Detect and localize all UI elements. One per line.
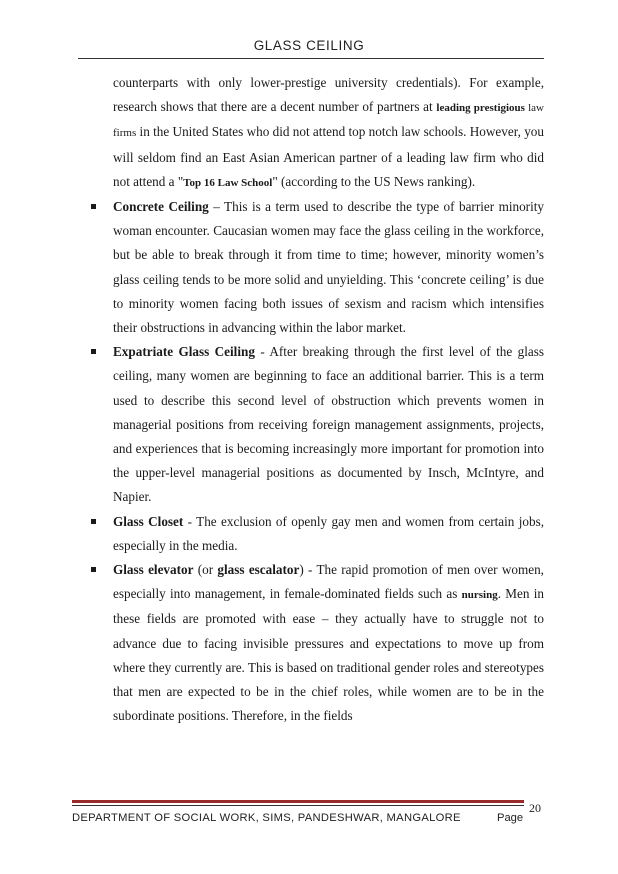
term-label: glass escalator (217, 562, 300, 578)
footer-page-label: Page (497, 812, 524, 824)
footer-page-number: 20 (529, 801, 541, 815)
bullet-icon (91, 519, 96, 524)
page-header-title: GLASS CEILING (253, 38, 365, 53)
list-item: Glass elevator (or glass escalator) - The rapid promotion of men over women, especially into management, in female-dominated fields such as nursing. Men in these fields are promoted with ease – they actually have to struggle not to advance due to facing invisible pressures and expectations to move up from where they currently are. This is based on traditional gender roles and stereotypes that men are expected to be in the chief roles, while women are to be in the subordinate positions. Therefore, in the fields (113, 558, 544, 728)
header-divider (78, 58, 544, 59)
footer-divider (72, 805, 524, 806)
term-label: Concrete Ceiling (113, 199, 209, 215)
inline-small: law firms (113, 102, 544, 140)
bullet-icon (91, 567, 96, 572)
footer-department: DEPARTMENT OF SOCIAL WORK, SIMS, PANDESHWAR, MANGALORE (72, 812, 461, 824)
footer-accent-rule (72, 800, 524, 803)
term-label: Glass elevator (113, 562, 194, 578)
document-body (113, 71, 544, 728)
inline-small-bold: leading prestigious (436, 102, 525, 115)
term-list (113, 195, 544, 728)
intro-paragraph: counterparts with only lower-prestige university credentials). For example, research shows that there are a decent number of partners at leading prestigious law firms in the United States who did not attend top notch law schools. However, you will seldom find an East Asian American partner of a leading law firm who did not attend a "Top 16 Law School" (according to the US News ranking). (113, 75, 544, 189)
bullet-icon (91, 349, 96, 354)
term-label: Glass Closet (113, 513, 184, 529)
term-label: Expatriate Glass Ceiling (113, 344, 255, 360)
list-item: Glass Closet - The exclusion of openly gay men and women from certain jobs, especially in the media. (113, 510, 544, 558)
bullet-icon (91, 204, 96, 209)
list-item: Concrete Ceiling – This is a term used to describe the type of barrier minority woman encounter. Caucasian women may face the glass ceiling in the workforce, but be able to break through it from time to time; however, minority women’s glass ceiling tends to be more solid and unyielding. This ‘concrete ceiling’ is due to minority women facing both issues of sexism and racism which intensifies their obstructions in advancing within the labor market. (113, 195, 544, 340)
inline-small-bold: Top 16 Law School (183, 176, 273, 189)
inline-small-bold: nursing (461, 589, 498, 602)
list-item: Expatriate Glass Ceiling - After breaking through the first level of the glass ceiling, many women are beginning to face an additional barrier. This is a term used to describe this second level of obstruction which prevents women in managerial positions from receiving foreign management assignments, projects, and experiences that is becoming increasingly more important for promotion into the upper-level managerial positions as documented by Insch, McIntyre, and Napier. (113, 340, 544, 509)
